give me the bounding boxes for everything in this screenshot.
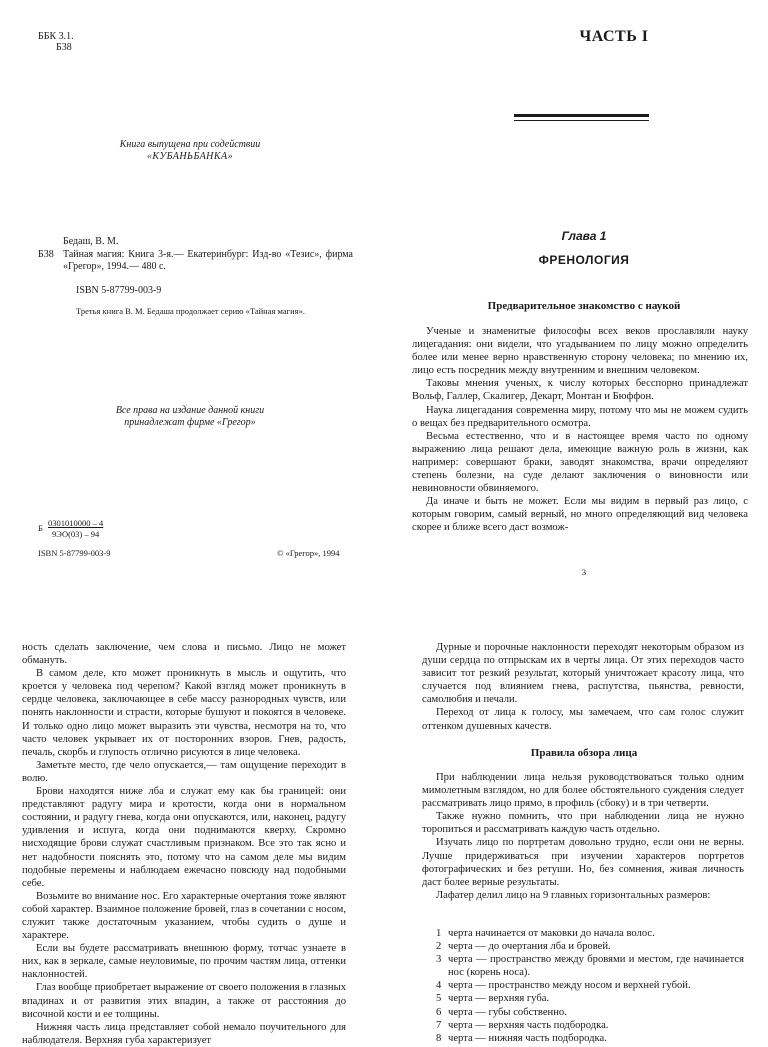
- bbk-code: ББК 3.1.: [38, 31, 74, 42]
- list-item: 7 черта — верхняя часть подбородка.: [436, 1019, 609, 1031]
- chapter-opening-page: [384, 0, 768, 605]
- list-item: 3 черта — пространство между бровями и местом, где начинается нос (корень носа).: [436, 954, 744, 979]
- list-item: 6 черта — губы собственно.: [436, 1006, 567, 1018]
- author-name: Бедаш, В. М.: [63, 236, 119, 247]
- chapter-title: ФРЕНОЛОГИЯ: [538, 253, 630, 267]
- list-item: 8 черта — нижняя часть подбородка.: [436, 1032, 607, 1044]
- isbn-bottom: ISBN 5-87799-003-9: [38, 548, 111, 558]
- paragraph: Да иначе и быть не может. Если мы видим в первый раз лицо, с которым говорим, самый верный, но много определяющий вид человека скорее и ближе всего даст возмож-: [412, 496, 748, 534]
- bbk-author-code: Б38: [56, 42, 72, 53]
- page-body-rules: [422, 771, 744, 902]
- decorative-rule: [514, 114, 649, 117]
- decorative-rule-thin: [514, 120, 649, 121]
- chapter-body: [412, 325, 748, 535]
- paragraph: Лафатер делил лицо на 9 главных горизонтальных размеров:: [436, 889, 711, 901]
- paragraph: Весьма естественно, что и в настоящее время часто по одному выражению лица решают дела, имеющие важную роль в жизни, как например: совершают браки, заводят знакомства, врачи определяют степень болезни, на суде делают заключения о виновности или невиновности обвиняемого.: [412, 430, 748, 495]
- paragraph: При наблюдении лица нельзя руководствоваться только одним мимолетным взглядом, но для более обстоятельного суждения следует рассматривать лицо прямо, в профиль (сбоку) и в три четверти.: [422, 772, 744, 810]
- chapter-number: Глава 1: [561, 229, 607, 243]
- code-numerator: 0301010000 – 4: [48, 518, 104, 528]
- paragraph: Если вы будете рассматривать внешнюю форму, тотчас узнаете в них, как в зеркале, самые неуловимые, по прочим частям лица, оттенки наклонностей.: [22, 943, 346, 981]
- paragraph: ность сделать заключение, чем слова и письмо. Лицо не может обмануть.: [22, 642, 346, 667]
- paragraph: Брови находятся ниже лба и служат ему как бы границей: они представляют радугу мира и кротости, когда они в нормальном состоянии, и радугу гнева, когда они опускаются, или, наконец, радугу удивления и испуга, когда они поднимаются кверху. Скромно нисходящие брови служат счастливым признаком. Все это так ясно и нет надобности пояснять это, потому что на самом деле мы видим подобные перемены и наблюдаем ежечасно повсюду над подобными себе.: [22, 786, 346, 889]
- copyright: © «Грегор», 1994: [277, 548, 340, 558]
- paragraph: Также нужно помнить, что при наблюдении лица не нужно торопиться и рассматривать каждую часть отдельно.: [422, 811, 744, 836]
- page-number: 3: [581, 567, 587, 577]
- part-heading: ЧАСТЬ I: [579, 28, 649, 45]
- section-heading: Правила обзора лица: [530, 747, 638, 759]
- paragraph: Ученые и знаменитые философы всех веков прославляли науку лицегадания: они видели, что угадыванием по лицу можно определить более или менее верно нравственную сторону человека; по мнению их, лицо есть посредник между внутренним и внешним человеком.: [412, 326, 748, 377]
- list-item: 1 черта начинается от маковки до начала волос.: [436, 928, 655, 939]
- paragraph: Нижняя часть лица представляет собой немало поучительного для наблюдателя. Верхняя губа характеризует: [22, 1021, 346, 1046]
- paragraph: Наука лицегадания современна миру, потому что мы не можем судить о вещах без предварительного осмотра.: [412, 404, 748, 429]
- paragraph: Заметьте место, где чело опускается,— там ощущение переходит в волю.: [22, 759, 346, 784]
- series-note: Третья книга В. М. Бедаша продолжает серию «Тайная магия».: [76, 306, 305, 316]
- continuation-page-left: [0, 605, 384, 1046]
- catalog-code: Б38: [38, 249, 54, 260]
- page-body: [22, 641, 346, 1047]
- list-item: 5 черта — верхняя губа.: [436, 993, 550, 1005]
- rights-owner: принадлежат фирме «Грегор»: [124, 417, 256, 428]
- code-prefix: Б: [38, 523, 43, 533]
- paragraph: В самом деле, кто может проникнуть в мысль и ощутить, что кроется у человека под черепом? Какой взгляд может проникнуть в сердце человека, заключающее в себе массу разнородных чувств, или понять наклонности и страсти, которые бушуют и покоятся в человеке. И только одно лицо может выразить эти чувства, несмотря на то, что часто человек укрывает их от посторонних взоров. Гнев, радость, печаль, скорбь и глупость отлично рисуются в лице человека.: [22, 668, 346, 758]
- sponsor-line: Книга выпущена при содействии: [119, 139, 261, 150]
- paragraph: Возьмите во внимание нос. Его характерные очертания тоже являют собой характер. Взаимное положение бровей, глаз в сочетании с носом, служит также достаточным указанием, чтобы судить о душе и характере.: [22, 890, 346, 942]
- paragraph: Таковы мнения ученых, к числу которых бесспорно принадлежат Вольф, Галлер, Скалигер, Декарт, Монтан и Бюффон.: [412, 378, 748, 403]
- list-item: 4 черта — пространство между носом и верхней губой.: [436, 980, 691, 992]
- rights-line: Все права на издание данной книги: [115, 405, 265, 416]
- measurements-list: [436, 927, 744, 1045]
- continuation-page-right: [384, 605, 768, 1044]
- code-denominator: 9ЭО(03) – 94: [52, 529, 100, 539]
- list-item: 2 черта — до очертания лба и бровей.: [436, 941, 611, 953]
- paragraph: Глаз вообще приобретает выражение от своего положения в глазных впадинах и от развития этих впадин, а также от расстояния до височной кости и ее толщины.: [22, 982, 346, 1020]
- paragraph: Дурные и порочные наклонности переходят некоторым образом из души сердца по отпрыскам их в черты лица. От этих переходов часто зависит тот резкий результат, который уничтожает красоту лица, что случается под влиянием гнева, распутства, пьянства, ревности, самолюбия и печали.: [422, 642, 744, 706]
- paragraph: Переход от лица к голосу, мы замечаем, что сам голос служит оттенком душевных качеств.: [422, 707, 744, 732]
- section-heading: Предварительное знакомство с наукой: [487, 300, 681, 312]
- sponsor-name: «КУБАНЬБАНКА»: [146, 151, 234, 162]
- catalog-entry: Тайная магия: Книга 3-я.— Екатеринбург: Изд-во «Тезис», фирма «Грегор», 1994.— 480 с.: [63, 249, 353, 272]
- imprint-page: [0, 0, 384, 605]
- page-body-top: [422, 641, 744, 733]
- isbn: ISBN 5-87799-003-9: [76, 285, 162, 296]
- paragraph: Изучать лицо по портретам довольно трудно, если они не верны. Лучше придерживаться при изучении характеров портретов фотографических и без ретуши. Но, без сомнения, живая личность даст более верные результаты.: [422, 837, 744, 888]
